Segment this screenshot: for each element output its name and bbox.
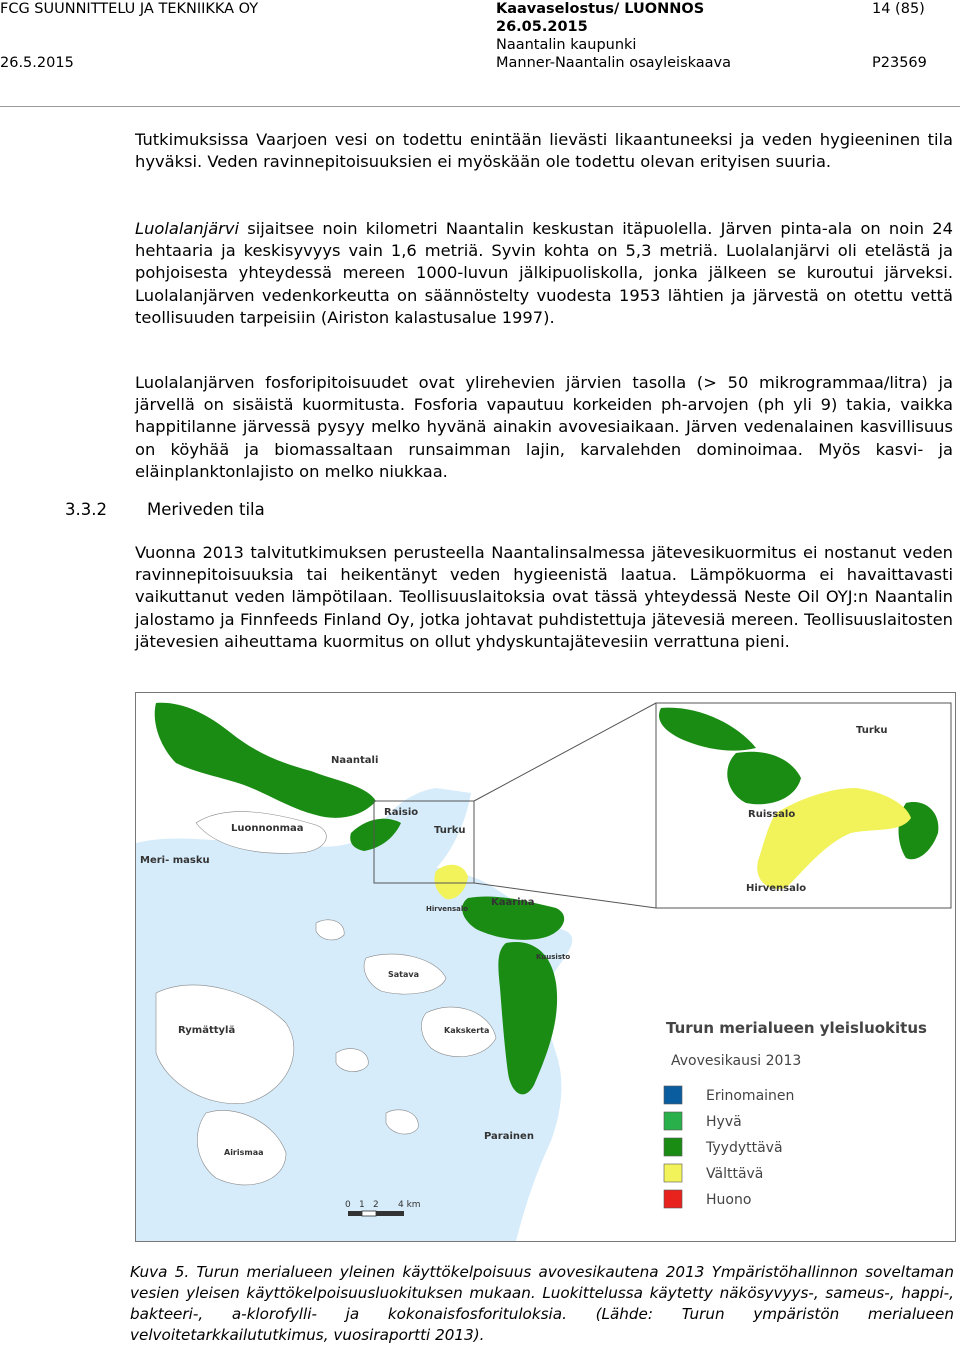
- label-hirvensalo-small: Hirvensalo: [426, 905, 469, 913]
- legend-swatch: [664, 1112, 682, 1130]
- legend-swatch: [664, 1190, 682, 1208]
- legend-label: Välttävä: [706, 1166, 764, 1182]
- water-quality-map: [136, 693, 955, 1241]
- label-ruissalo: Ruissalo: [748, 809, 796, 820]
- label-airismaa: Airismaa: [224, 1148, 264, 1157]
- lake-name: Luolalanjärvi: [135, 219, 240, 238]
- legend-subtitle: Avovesikausi 2013: [671, 1053, 802, 1069]
- header-status: Kaavaselostus/ LUONNOS: [496, 1, 705, 17]
- header-status-date: 26.05.2015: [496, 19, 588, 35]
- legend-swatch: [664, 1086, 682, 1104]
- label-rymattyla: Rymättylä: [178, 1025, 236, 1036]
- header-page-number: 14 (85): [872, 1, 925, 17]
- map-figure: [135, 692, 956, 1242]
- scale-tick-4: 4 km: [398, 1200, 421, 1210]
- header-project-number: P23569: [872, 55, 927, 71]
- legend-swatch: [664, 1164, 682, 1182]
- legend-label: Erinomainen: [706, 1088, 795, 1104]
- legend-label: Huono: [706, 1192, 752, 1208]
- label-merimasku: Meri- masku: [140, 855, 210, 866]
- paragraph-luolalanjarvi: [135, 218, 953, 329]
- label-satava: Satava: [388, 970, 419, 979]
- paragraph-sea-water: Vuonna 2013 talvitutkimuksen perusteella Naantalinsalmessa jätevesikuormitus ei nostanut veden ravinnepitoisuuksia tai heikentänyt veden hygieenistä laatua. Lämpökuorma ei havaittavasti vaikuttanut veden lämpötilaan. Teollisuuslaitoksia ovat tässä yhteydessä Neste Oil OYJ:n Naantalin jalostamo ja Finnfeeds Finland Oy, jotka johtavat puhdistettuja jätevesiä mereen. Teollisuuslaitosten jätevesien aiheuttama kuormitus on ollut yhdyskuntajätevesiin verrattuna pieni.: [135, 543, 953, 651]
- legend-label: Hyvä: [706, 1114, 742, 1130]
- label-turku-inset: Turku: [434, 825, 466, 836]
- label-kaarina: Kaarina: [491, 897, 535, 908]
- scale-tick-2: 2: [373, 1200, 379, 1210]
- header-date: 26.5.2015: [0, 55, 74, 71]
- label-naantali: Naantali: [331, 755, 379, 766]
- legend-title: Turun merialueen yleisluokitus: [666, 1019, 927, 1037]
- header-divider: [0, 106, 960, 107]
- legend-label: Tyydyttävä: [706, 1140, 783, 1156]
- label-kakskerta: Kakskerta: [444, 1026, 490, 1035]
- label-raisio: Raisio: [384, 807, 419, 818]
- legend-swatch: [664, 1138, 682, 1156]
- label-kuusisto: Kuusisto: [536, 953, 571, 961]
- scale-tick-1: 1: [359, 1200, 365, 1210]
- header-company: FCG SUUNNITTELU JA TEKNIIKKA OY: [0, 1, 259, 17]
- scale-tick-0: 0: [345, 1200, 351, 1210]
- header-plan-name: Manner-Naantalin osayleiskaava: [496, 55, 732, 71]
- label-turku-main: Turku: [856, 725, 888, 736]
- label-luonnonmaa: Luonnonmaa: [231, 823, 304, 834]
- header-municipality: Naantalin kaupunki: [496, 37, 637, 53]
- paragraph-phosphorus: Luolalanjärven fosforipitoisuudet ovat ylirehevien järvien tasolla (> 50 mikrogrammaa/litra) ja järvellä on sisäistä kuormitusta. Fosforia vapautuu korkeiden ph-arvojen (ph yli 9) takia, vaikka happitilanne järvessä pysyy melko hyvänä ainakin avovesiaikaan. Järven vedenalainen kasvillisuus on köyhää ja biomassaltaan runsaimman lajin, karvalehden dominoimaa. Myös kasvi- ja eläinplanktonlajisto on melko niukkaa.: [135, 373, 953, 481]
- figure-caption: Kuva 5. Turun merialueen yleinen käyttökelpoisuus avovesikautena 2013 Ympäristöhallinnon soveltaman vesien yleisen käyttökelpoisuusluokituksen mukaan. Luokittelussa käytetty näkösyvyys-, sameus-, happi-, bakteeri-, a-klorofylli- ja kokonaisfosforituloksia. (Lähde: Turun ympäristön merialueen velvoitetarkkailututkimus, vuosiraportti 2013).: [130, 1263, 954, 1344]
- paragraph-luolalanjarvi-text: sijaitsee noin kilometri Naantalin keskustan itäpuolella. Järven pinta-ala on noin 24 hehtaaria ja keskisyvyys vain 1,6 metriä. Syvin kohta on 5,3 metriä. Luolalanjärvi oli etelästä ja pohjoisesta yhteydessä mereen 1000-luvun jälkipuoliskolla, jonka jälkeen se kuroutui järveksi. Luolalanjärven vedenkorkeutta on säännöstelty vuodesta 1953 lähtien ja järvestä on otettu vettä teollisuuden tarpeisiin (Airiston kalastusalue 1997).: [135, 219, 953, 327]
- paragraph-vaarjoki: Tutkimuksissa Vaarjoen vesi on todettu enintään lievästi likaantuneeksi ja veden hygieeninen tila hyväksi. Veden ravinnepitoisuuksien ei myöskään ole todettu olevan erityisen suuria.: [135, 130, 953, 172]
- section-title: Meriveden tila: [147, 500, 265, 519]
- section-number: 3.3.2: [65, 500, 107, 519]
- label-parainen: Parainen: [484, 1131, 534, 1142]
- label-hirvensalo: Hirvensalo: [746, 883, 807, 894]
